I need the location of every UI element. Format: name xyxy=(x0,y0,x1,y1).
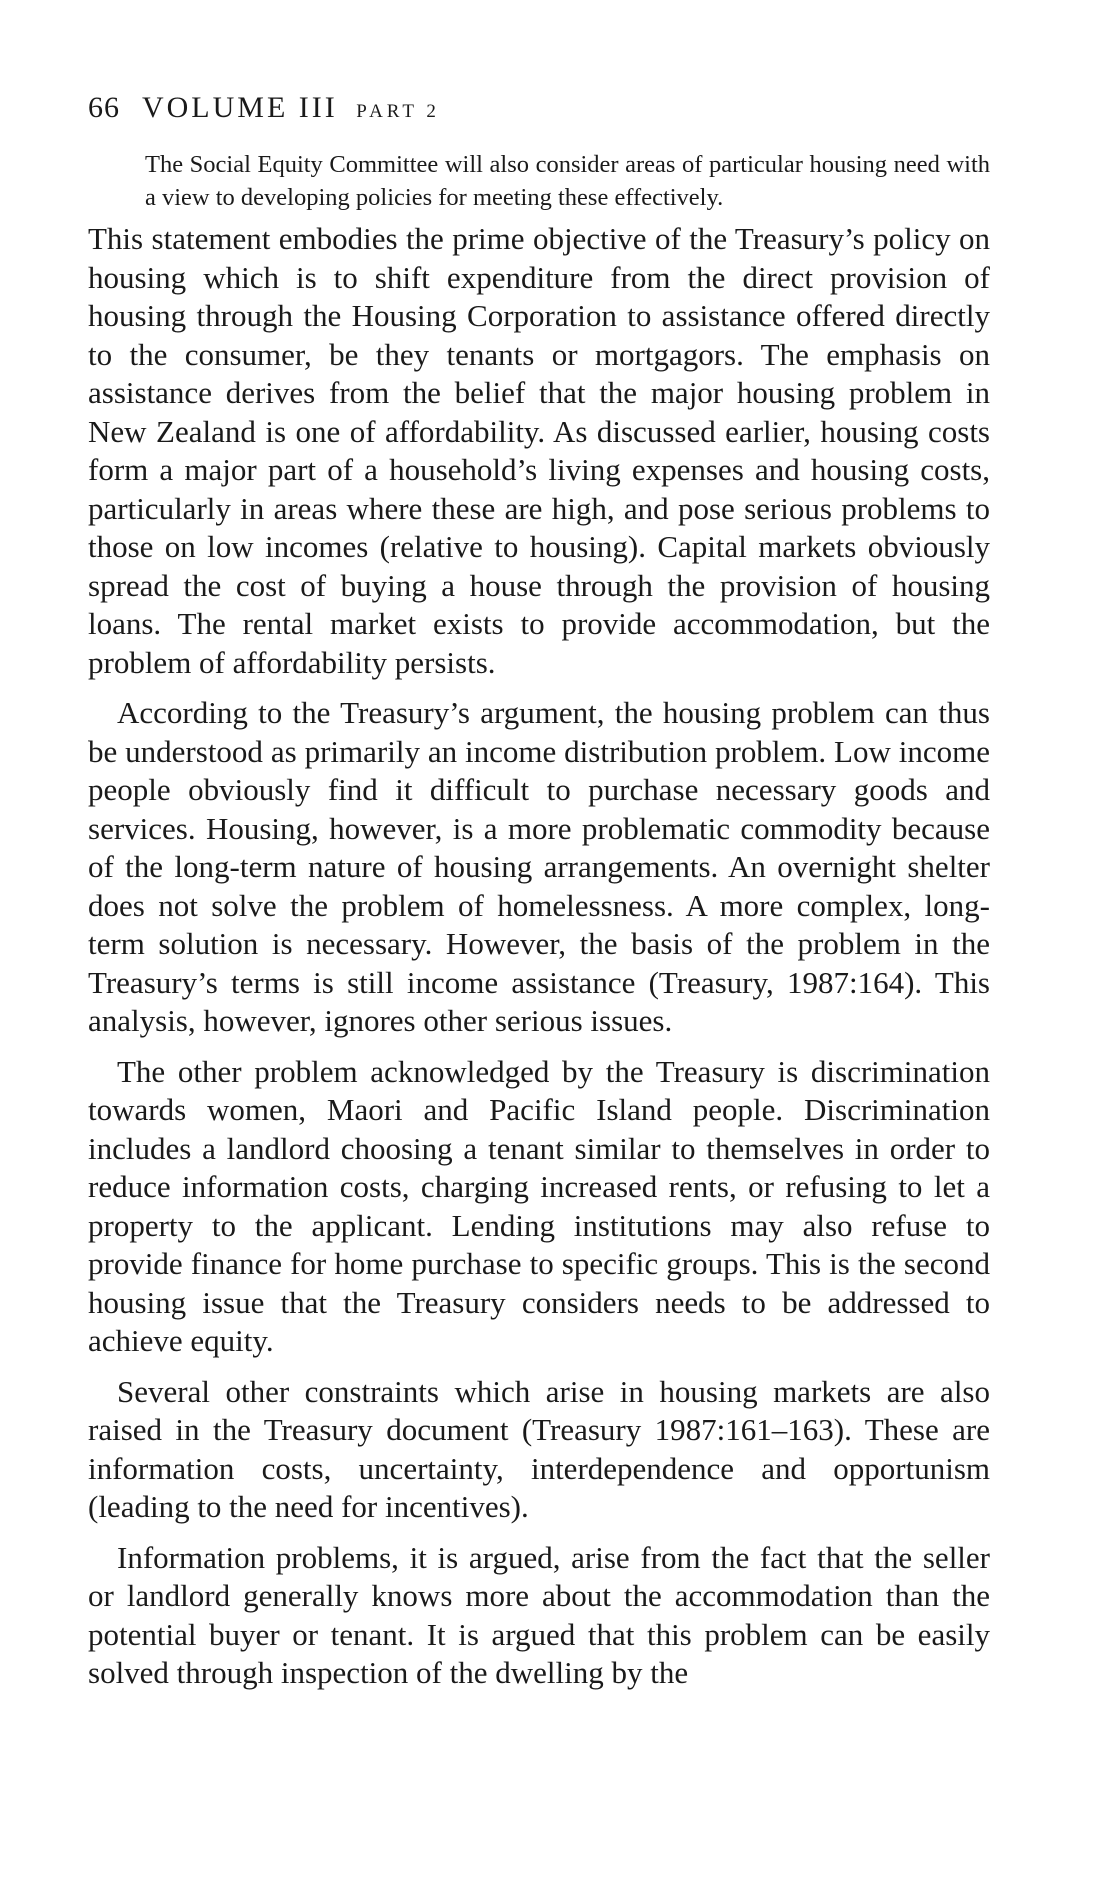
running-head xyxy=(88,90,990,130)
paragraph: The other problem acknowledged by the Treasury is discrimination towards women, Maori and Pacific Island people. Discrimination includes a landlord choosing a tenant similar to themselves in order to reduce information costs, charging increased rents, or refusing to let a property to the applicant. Lending institutions may also refuse to provide finance for home purchase to specific groups. This is the second housing issue that the Treasury considers needs to be addressed to achieve equity. xyxy=(88,1053,990,1358)
paragraph: Information problems, it is argued, arise from the fact that the seller or landlord generally knows more about the accommodation than the potential buyer or tenant. It is argued that this problem can be easily solved through inspection of the dwelling by the xyxy=(88,1539,990,1690)
paragraph: This statement embodies the prime objective of the Treasury’s policy on housing which is to shift expenditure from the direct provision of housing through the Housing Corporation to assistance offered directly to the consumer, be they tenants or mortgagors. The emphasis on assistance derives from the belief that the major housing problem in New Zealand is one of affordability. As discussed earlier, housing costs form a major part of a household’s living expenses and housing costs, particularly in areas where these are high, and pose serious problems to those on low incomes (relative to housing). Capital markets obviously spread the cost of buying a house through the provision of housing loans. The rental market exists to provide accommodation, but the problem of affordability persists. xyxy=(88,221,990,680)
paragraph: According to the Treasury’s argument, the housing problem can thus be understood as primarily an income distribution problem. Low income people obviously find it difficult to purchase necessary goods and services. Housing, however, is a more problematic commodity because of the long-term nature of housing arrangements. An overnight shelter does not solve the problem of homelessness. A more complex, long-term solution is necessary. However, the basis of the problem in the Treasury’s terms is still income assistance (Treasury, 1987:164). This analysis, however, ignores other serious issues. xyxy=(88,695,990,1038)
paragraph: Several other constraints which arise in housing markets are also raised in the Treasury document (Treasury 1987:161–163). These are information costs, uncertainty, interdependence and opportunism (leading to the need for incentives). xyxy=(88,1373,990,1524)
block-quote: The Social Equity Committee will also consider areas of particular housing need with a view to developing policies for meeting these effectively. xyxy=(145,151,990,211)
volume-label: VOLUME III xyxy=(141,91,338,124)
part-label: PART 2 xyxy=(356,101,440,122)
page xyxy=(88,90,990,1693)
page-number: 66 xyxy=(88,91,120,124)
